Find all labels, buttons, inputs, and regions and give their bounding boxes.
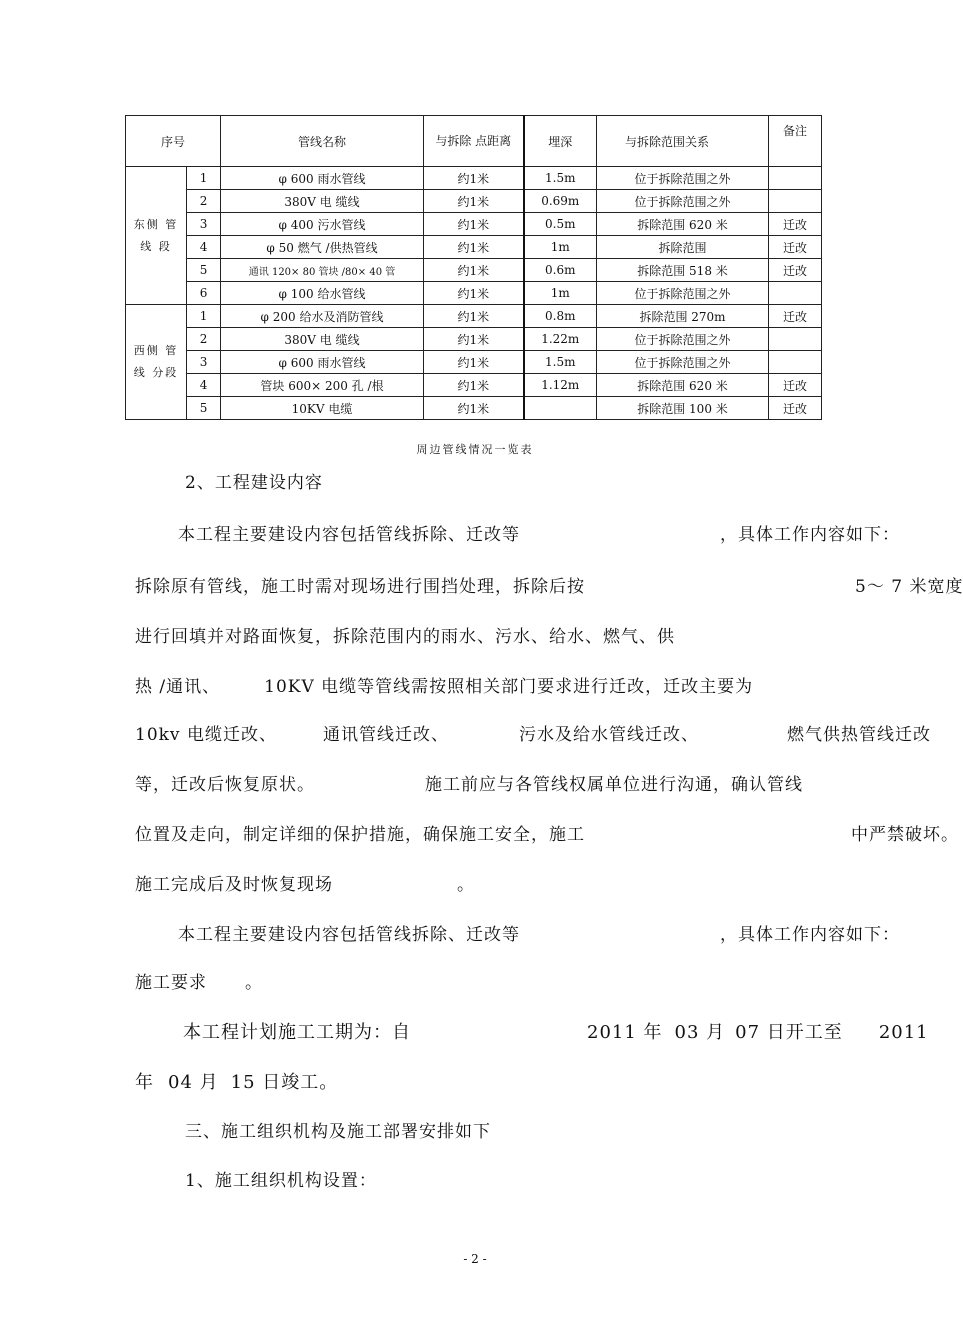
- text-run: ，具体工作内容如下：: [720, 525, 900, 545]
- header-cell: 序号: [126, 116, 221, 167]
- text-run: 中严禁破坏。: [851, 825, 959, 845]
- page-number: - 2 -: [463, 1252, 487, 1266]
- pipe-name: φ 600 雨水管线: [221, 351, 424, 374]
- text-run: 本工程主要建设内容包括管线拆除、迁改等: [178, 925, 520, 945]
- text-run: 施工要求: [135, 973, 207, 993]
- text-run: 15 日竣工。: [230, 1072, 339, 1093]
- pipe-depth: [524, 397, 597, 420]
- table-row: [126, 167, 822, 190]
- pipe-depth: 1.5m: [524, 167, 597, 190]
- text-run: 本工程计划施工工期为：自: [183, 1022, 411, 1043]
- table-row: [126, 374, 822, 397]
- paragraph-line: [135, 720, 931, 745]
- paragraph-line: [135, 820, 959, 845]
- pipe-note: [769, 167, 822, 190]
- group-label: 西侧 管线 分段: [126, 305, 187, 420]
- pipe-name: φ 50 燃气 /供热管线: [221, 236, 424, 259]
- pipe-depth: 0.8m: [524, 305, 597, 328]
- pipe-relation: 位于拆除范围之外: [597, 167, 769, 190]
- pipe-distance: 约1米: [424, 374, 524, 397]
- row-number: 2: [187, 328, 221, 351]
- pipe-note: [769, 282, 822, 305]
- paragraph-line: [135, 672, 825, 697]
- pipe-distance: 约1米: [424, 328, 524, 351]
- table-row: [126, 190, 822, 213]
- group-label: 东侧 管线 段: [126, 167, 187, 305]
- table-row: [126, 305, 822, 328]
- text-run: 2011: [878, 1022, 929, 1043]
- pipe-note: [769, 190, 822, 213]
- row-number: 1: [187, 167, 221, 190]
- paragraph-line: [178, 920, 900, 945]
- section-heading: 2、工程建设内容: [185, 473, 323, 493]
- pipe-distance: 约1米: [424, 397, 524, 420]
- paragraph-line: [135, 1068, 825, 1094]
- paragraph-line: [135, 770, 825, 795]
- table-row: [126, 351, 822, 374]
- row-number: 5: [187, 259, 221, 282]
- pipe-name: φ 600 雨水管线: [221, 167, 424, 190]
- pipe-note: 迁改: [769, 259, 822, 282]
- pipe-relation: 位于拆除范围之外: [597, 328, 769, 351]
- row-number: 3: [187, 213, 221, 236]
- pipe-relation: 拆除范围 100 米: [597, 397, 769, 420]
- header-cell: 与拆除范围关系: [597, 116, 769, 167]
- pipe-depth: 1m: [524, 236, 597, 259]
- row-number: 2: [187, 190, 221, 213]
- table-row: [126, 282, 822, 305]
- pipe-relation: 位于拆除范围之外: [597, 351, 769, 374]
- pipe-depth: 0.6m: [524, 259, 597, 282]
- paragraph-line: [135, 870, 825, 895]
- row-number: 4: [187, 236, 221, 259]
- header-cell: 与拆除 点距离: [424, 116, 524, 167]
- table-row: [126, 397, 822, 420]
- table-header-row: [126, 116, 822, 167]
- row-number: 6: [187, 282, 221, 305]
- pipe-depth: 1.12m: [524, 374, 597, 397]
- pipe-note: 迁改: [769, 213, 822, 236]
- row-number: 5: [187, 397, 221, 420]
- text-run: 04 月: [168, 1072, 219, 1093]
- pipe-relation: 拆除范围 620 米: [597, 213, 769, 236]
- text-run: 07 日开工至: [735, 1022, 843, 1043]
- table-row: [126, 259, 822, 282]
- header-cell: 管线名称: [221, 116, 424, 167]
- pipe-note: 迁改: [769, 397, 822, 420]
- pipe-name: 通讯 120× 80 管块 /80× 40 管: [221, 259, 424, 282]
- pipe-name: φ 200 给水及消防管线: [221, 305, 424, 328]
- pipe-name: 380V 电 缆线: [221, 328, 424, 351]
- pipe-depth: 0.69m: [524, 190, 597, 213]
- pipe-name: 管块 600× 200 孔 /根: [221, 374, 424, 397]
- pipeline-table: [125, 115, 822, 420]
- pipe-name: φ 400 污水管线: [221, 213, 424, 236]
- text-run: 10kv 电缆迁改、: [135, 725, 277, 745]
- pipe-relation: 拆除范围 620 米: [597, 374, 769, 397]
- header-cell: 备注: [769, 116, 822, 167]
- pipe-distance: 约1米: [424, 305, 524, 328]
- paragraph-line: [135, 968, 825, 993]
- row-number: 4: [187, 374, 221, 397]
- row-number: 3: [187, 351, 221, 374]
- pipe-relation: 位于拆除范围之外: [597, 282, 769, 305]
- text-run: 位置及走向，制定详细的保护措施，确保施工安全，施工: [135, 825, 585, 845]
- pipe-note: 迁改: [769, 305, 822, 328]
- pipe-distance: 约1米: [424, 190, 524, 213]
- paragraph-line: 三、施工组织机构及施工部署安排如下: [185, 1122, 491, 1142]
- pipe-depth: 0.5m: [524, 213, 597, 236]
- paragraph-line: [178, 520, 900, 545]
- paragraph-line: [135, 572, 963, 597]
- pipe-relation: 拆除范围: [597, 236, 769, 259]
- table-row: [126, 328, 822, 351]
- pipe-distance: 约1米: [424, 282, 524, 305]
- text-run: ，具体工作内容如下：: [720, 925, 900, 945]
- table-row: [126, 213, 822, 236]
- pipe-relation: 拆除范围 270m: [597, 305, 769, 328]
- text-run: 通讯管线迁改、: [322, 725, 449, 745]
- pipe-relation: 拆除范围 518 米: [597, 259, 769, 282]
- text-run: 。: [457, 875, 475, 895]
- text-run: 施工完成后及时恢复现场: [135, 875, 333, 895]
- text-run: 污水及给水管线迁改、: [518, 725, 699, 745]
- pipe-relation: 位于拆除范围之外: [597, 190, 769, 213]
- table-caption: 周边管线情况一览表: [416, 443, 534, 456]
- text-run: 。: [245, 973, 263, 993]
- text-run: 年: [135, 1072, 154, 1093]
- text-run: 等，迁改后恢复原状。: [135, 775, 315, 795]
- pipe-name: 10KV 电缆: [221, 397, 424, 420]
- pipe-distance: 约1米: [424, 167, 524, 190]
- text-run: 5～ 7 米宽度: [855, 577, 963, 597]
- text-run: 03 月: [674, 1022, 726, 1043]
- paragraph-line: 1、施工组织机构设置：: [185, 1171, 377, 1191]
- pipe-depth: 1m: [524, 282, 597, 305]
- pipe-note: [769, 328, 822, 351]
- paragraph-line: [183, 1018, 929, 1044]
- pipe-note: 迁改: [769, 374, 822, 397]
- pipe-distance: 约1米: [424, 259, 524, 282]
- text-run: 10KV 电缆等管线需按照相关部门要求进行迁改，迁改主要为: [264, 677, 754, 697]
- pipe-name: 380V 电 缆线: [221, 190, 424, 213]
- pipe-name: φ 100 给水管线: [221, 282, 424, 305]
- text-run: 燃气供热管线迁改: [786, 725, 931, 745]
- text-run: 热 /通讯、: [135, 677, 221, 697]
- paragraph-line: 进行回填并对路面恢复，拆除范围内的雨水、污水、给水、燃气、供: [135, 627, 675, 647]
- text-run: 拆除原有管线，施工时需对现场进行围挡处理，拆除后按: [135, 577, 585, 597]
- row-number: 1: [187, 305, 221, 328]
- pipe-depth: 1.22m: [524, 328, 597, 351]
- text-run: 本工程主要建设内容包括管线拆除、迁改等: [178, 525, 520, 545]
- text-run: 施工前应与各管线权属单位进行沟通，确认管线: [425, 775, 803, 795]
- table-row: [126, 236, 822, 259]
- pipe-note: [769, 351, 822, 374]
- pipe-depth: 1.5m: [524, 351, 597, 374]
- pipe-distance: 约1米: [424, 351, 524, 374]
- pipe-note: 迁改: [769, 236, 822, 259]
- pipe-distance: 约1米: [424, 236, 524, 259]
- header-cell: 埋深: [524, 116, 597, 167]
- text-run: 2011 年: [587, 1022, 663, 1043]
- pipe-distance: 约1米: [424, 213, 524, 236]
